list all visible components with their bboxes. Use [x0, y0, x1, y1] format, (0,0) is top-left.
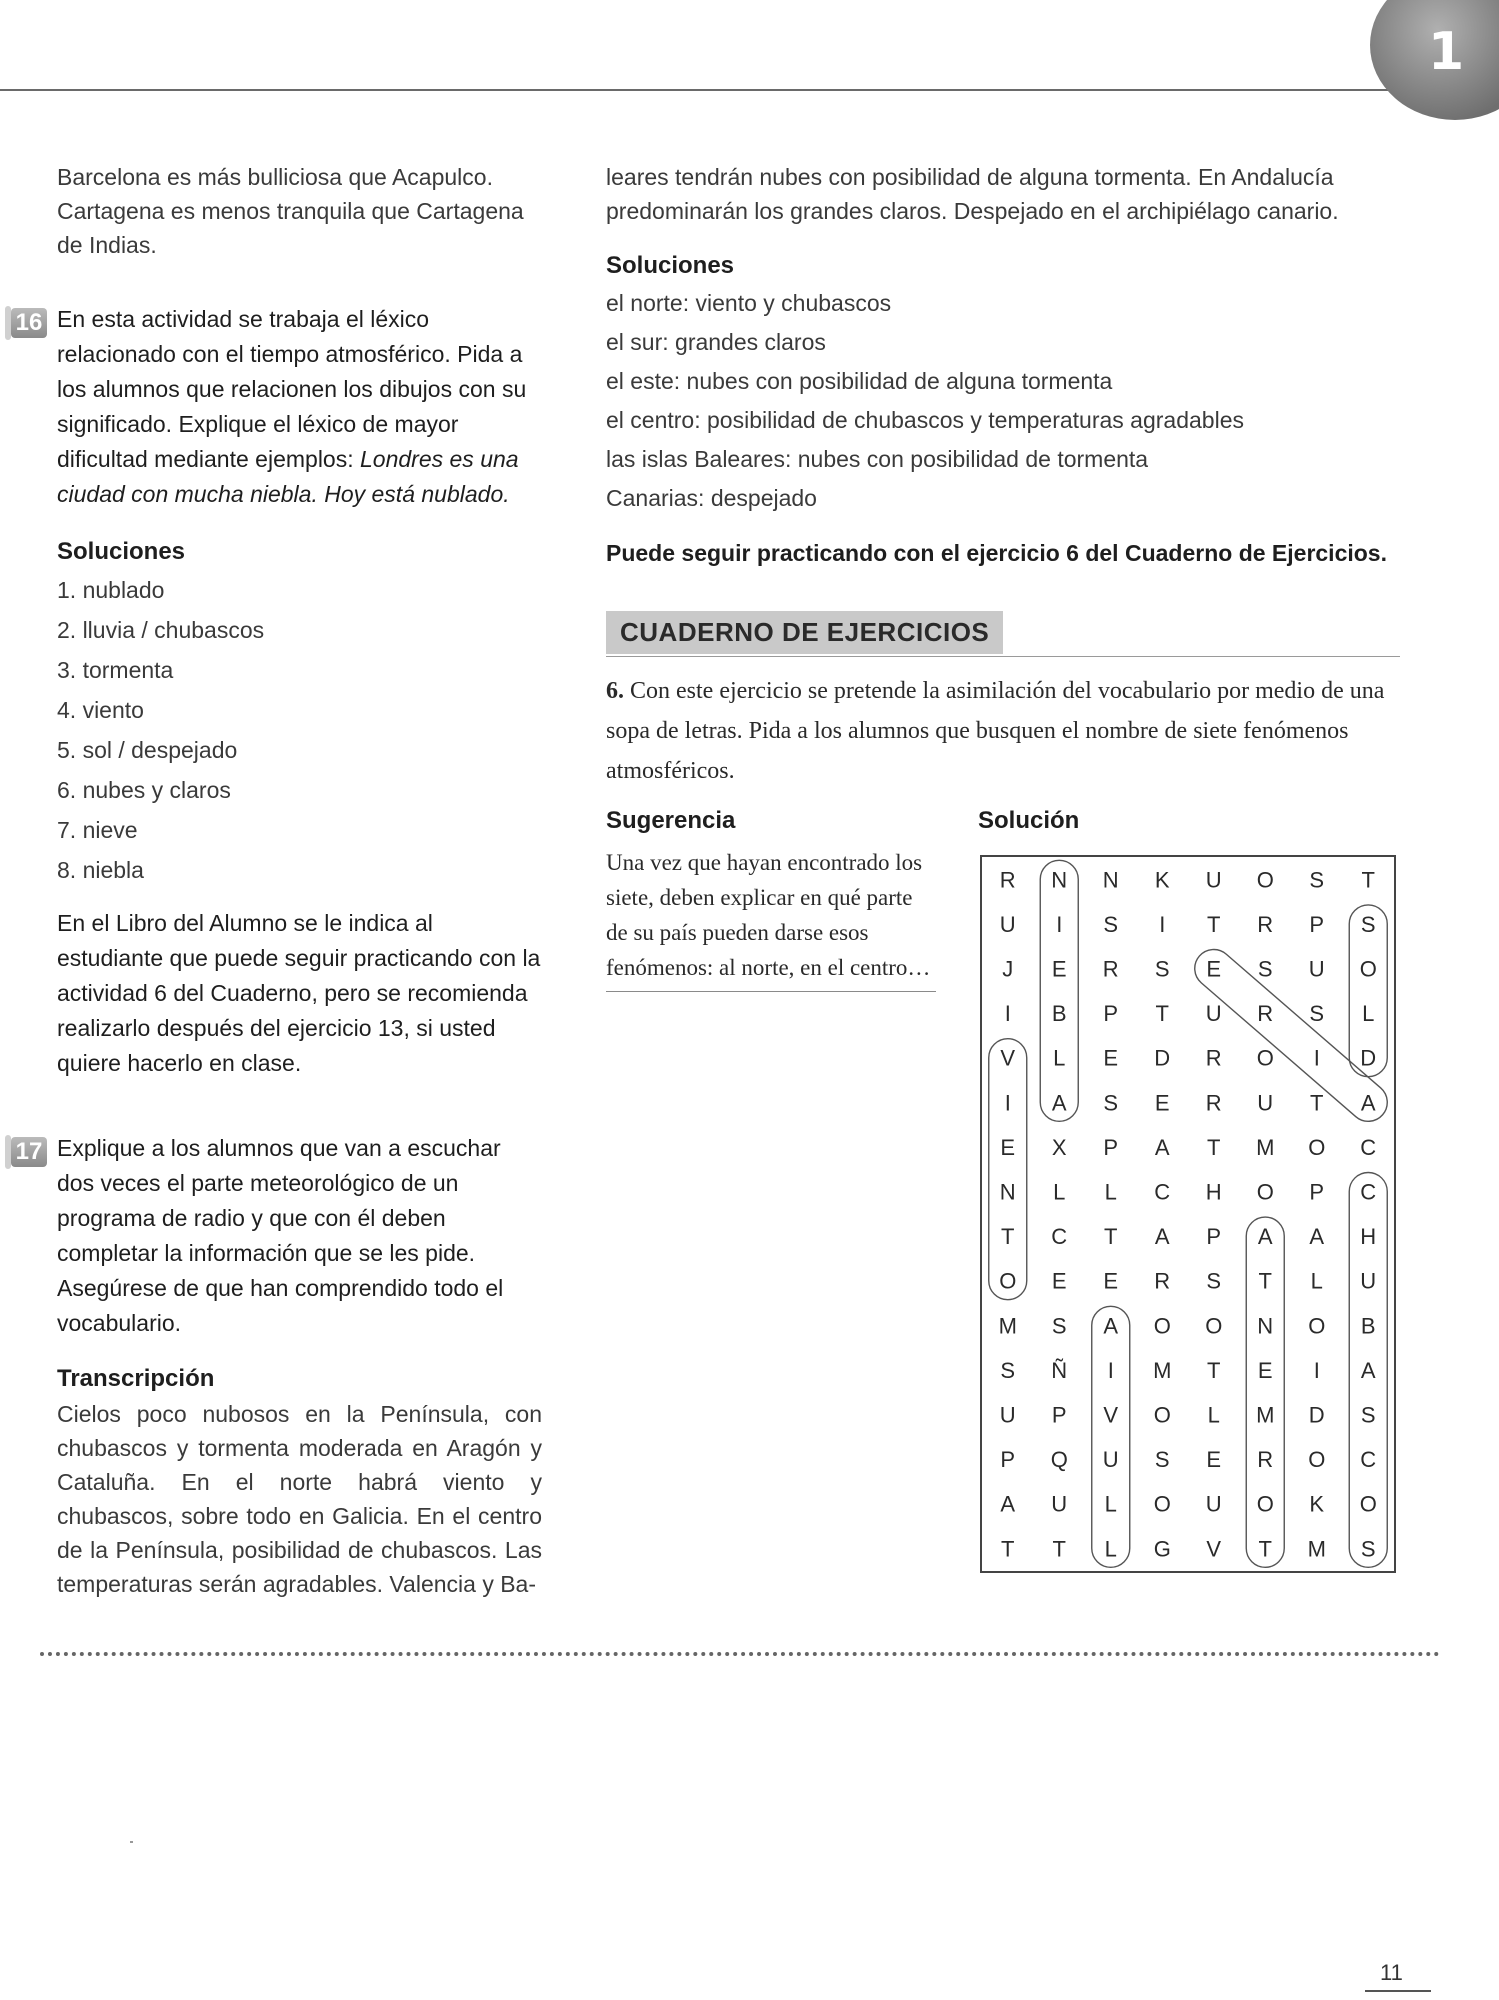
activity-17-badge: 17 — [11, 1137, 47, 1167]
grid-letter-r0-c6: S — [1309, 867, 1325, 893]
grid-letter-r7-c3: C — [1154, 1179, 1171, 1205]
found-word-loop-6 — [1092, 1306, 1130, 1567]
region-solution-2: el sur: grandes claros — [606, 329, 826, 355]
grid-letter-r1-c6: P — [1309, 911, 1325, 937]
region-solution-6: Canarias: despejado — [606, 485, 817, 511]
grid-letter-r11-c4: T — [1207, 1357, 1221, 1383]
grid-letter-r15-c3: G — [1153, 1536, 1171, 1562]
grid-letter-r9-c4: S — [1206, 1268, 1222, 1294]
grid-letter-r14-c4: U — [1205, 1491, 1222, 1517]
exercise-number: 6. — [606, 678, 624, 704]
grid-letter-r14-c6: K — [1309, 1491, 1325, 1517]
grid-letter-r15-c6: M — [1307, 1536, 1326, 1562]
grid-letter-r6-c7: C — [1360, 1134, 1377, 1160]
solution-heading: Solución — [978, 807, 1080, 834]
region-solution-5: las islas Baleares: nubes con posibilidad de tormenta — [606, 446, 1149, 472]
practice-note: Puede seguir practicando con el ejercicio 6 del Cuaderno de Ejercicios. — [606, 540, 1387, 566]
suggestion-text: Una vez que hayan encontrado los siete, deben explicar en qué parte de su país pueden darse esos fenómenos: al norte, en el centro… — [606, 845, 936, 992]
grid-letter-r10-c0: M — [998, 1313, 1017, 1339]
grid-letter-r13-c3: S — [1154, 1447, 1170, 1473]
grid-letter-r4-c4: R — [1205, 1045, 1222, 1071]
grid-letter-r2-c2: R — [1102, 956, 1119, 982]
grid-letter-r4-c2: E — [1103, 1045, 1119, 1071]
grid-letter-r2-c3: S — [1154, 956, 1170, 982]
solution-item-7: 7. nieve — [57, 817, 138, 843]
grid-letter-r12-c7: S — [1360, 1402, 1376, 1428]
grid-letter-r9-c5: T — [1258, 1268, 1272, 1294]
dotted-separator — [40, 1652, 1440, 1656]
activity-16-text — [57, 302, 542, 512]
grid-letter-r8-c7: H — [1360, 1224, 1377, 1250]
grid-letter-r11-c3: M — [1153, 1357, 1172, 1383]
found-word-loop-1 — [1040, 860, 1078, 1121]
grid-letter-r4-c6: I — [1313, 1045, 1320, 1071]
grid-letter-r5-c7: A — [1360, 1090, 1376, 1116]
grid-letter-r1-c0: U — [999, 911, 1016, 937]
solution-item-2: 2. lluvia / chubascos — [57, 617, 265, 643]
grid-letter-r9-c2: E — [1103, 1268, 1119, 1294]
grid-letter-r5-c0: I — [1004, 1090, 1011, 1116]
grid-letter-r8-c5: A — [1257, 1224, 1273, 1250]
grid-letter-r1-c2: S — [1103, 911, 1119, 937]
grid-letter-r14-c3: O — [1153, 1491, 1171, 1517]
grid-letter-r11-c2: I — [1107, 1357, 1114, 1383]
grid-letter-r5-c2: S — [1103, 1090, 1119, 1116]
grid-letter-r5-c3: E — [1154, 1090, 1170, 1116]
cuaderno-rule — [606, 656, 1400, 657]
solution-item-8: 8. niebla — [57, 857, 144, 883]
grid-letter-r15-c7: S — [1360, 1536, 1376, 1562]
grid-letter-r1-c4: T — [1207, 911, 1221, 937]
grid-letter-r5-c5: U — [1257, 1090, 1274, 1116]
grid-letter-r15-c1: T — [1052, 1536, 1066, 1562]
grid-letter-r10-c3: O — [1153, 1313, 1171, 1339]
region-solution-4: el centro: posibilidad de chubascos y temperaturas agradables — [606, 407, 1244, 433]
grid-letter-r12-c4: L — [1207, 1402, 1220, 1428]
grid-letter-r3-c1: B — [1051, 1001, 1067, 1027]
grid-letter-r6-c0: E — [1000, 1134, 1016, 1160]
grid-letter-r12-c5: M — [1256, 1402, 1275, 1428]
grid-letter-r6-c4: T — [1207, 1134, 1221, 1160]
activity-16-text-main: En esta actividad se trabaja el léxico relacionado con el tiempo atmosférico. Pida a los alumnos que relacionen los dibujos con su significado. Explique el léxico de mayor dificultad mediante ejemplos: — [57, 306, 527, 472]
transcription-heading: Transcripción — [57, 1365, 215, 1392]
grid-letter-r3-c4: U — [1205, 1001, 1222, 1027]
grid-letter-r1-c1: I — [1056, 911, 1063, 937]
activity-16-badge: 16 — [11, 308, 47, 338]
grid-letter-r4-c7: D — [1360, 1045, 1377, 1071]
grid-letter-r6-c5: M — [1256, 1134, 1275, 1160]
grid-letter-r9-c0: O — [999, 1268, 1017, 1294]
grid-letter-r15-c0: T — [1001, 1536, 1015, 1562]
grid-letter-r3-c2: P — [1103, 1001, 1119, 1027]
grid-letter-r3-c6: S — [1309, 1001, 1325, 1027]
grid-letter-r9-c1: E — [1051, 1268, 1067, 1294]
stray-mark — [130, 1841, 133, 1843]
grid-letter-r4-c5: O — [1256, 1045, 1274, 1071]
grid-letter-r7-c7: C — [1360, 1179, 1377, 1205]
grid-letter-r7-c6: P — [1309, 1179, 1325, 1205]
solution-item-6: 6. nubes y claros — [57, 777, 231, 803]
grid-letter-r1-c3: I — [1159, 911, 1166, 937]
grid-letter-r14-c5: O — [1256, 1491, 1274, 1517]
grid-letter-r9-c6: L — [1310, 1268, 1323, 1294]
word-search-svg — [982, 857, 1394, 1571]
grid-letter-r11-c5: E — [1257, 1357, 1273, 1383]
grid-letter-r0-c0: R — [999, 867, 1016, 893]
grid-letter-r0-c1: N — [1051, 867, 1068, 893]
activity-16-example: Londres es una ciudad con mucha niebla. Hoy está nublado. — [57, 446, 519, 507]
grid-letter-r0-c2: N — [1102, 867, 1119, 893]
grid-letter-r2-c7: O — [1359, 956, 1377, 982]
grid-letter-r13-c7: C — [1360, 1447, 1377, 1473]
grid-letter-r12-c3: O — [1153, 1402, 1171, 1428]
solution-item-5: 5. sol / despejado — [57, 737, 238, 763]
grid-letter-r7-c1: L — [1053, 1179, 1066, 1205]
grid-letter-r13-c5: R — [1257, 1447, 1274, 1473]
grid-letter-r6-c3: A — [1154, 1134, 1170, 1160]
grid-letter-r13-c2: U — [1102, 1447, 1119, 1473]
grid-letter-r14-c0: A — [1000, 1491, 1016, 1517]
grid-letter-r0-c7: T — [1361, 867, 1375, 893]
grid-letter-r8-c0: T — [1001, 1224, 1015, 1250]
activity-16 — [15, 302, 542, 512]
grid-letter-r7-c5: O — [1256, 1179, 1274, 1205]
grid-letter-r11-c0: S — [1000, 1357, 1016, 1383]
grid-letter-r8-c3: A — [1154, 1224, 1170, 1250]
right-column — [606, 160, 1406, 1562]
grid-letter-r7-c4: H — [1205, 1179, 1222, 1205]
grid-letter-r10-c4: O — [1205, 1313, 1223, 1339]
grid-letter-r5-c6: T — [1310, 1090, 1324, 1116]
grid-letter-r8-c4: P — [1206, 1224, 1222, 1250]
grid-letter-r8-c2: T — [1104, 1224, 1118, 1250]
grid-letter-r10-c2: A — [1103, 1313, 1119, 1339]
header-rule — [0, 89, 1420, 91]
activity-17-text: Explique a los alumnos que van a escuchar dos veces el parte meteorológico de un programa de radio y que con él deben completar la información que se les pide. Asegúrese de que han comprendido todo el vocabulario. — [57, 1135, 504, 1336]
cuaderno-section-header — [606, 611, 1406, 659]
grid-letter-r15-c2: L — [1104, 1536, 1117, 1562]
chapter-number: 1 — [1428, 22, 1465, 82]
suggestion-box — [606, 807, 936, 992]
grid-letter-r14-c2: L — [1104, 1491, 1117, 1517]
grid-letter-r0-c4: U — [1205, 867, 1222, 893]
grid-letter-r6-c6: O — [1308, 1134, 1326, 1160]
left-column — [15, 160, 542, 1601]
grid-letter-r12-c1: P — [1051, 1402, 1067, 1428]
intro-line-2: Cartagena es menos tranquila que Cartagena de Indias. — [57, 198, 524, 258]
grid-letter-r13-c0: P — [1000, 1447, 1016, 1473]
grid-letter-r6-c2: P — [1103, 1134, 1119, 1160]
region-solution-1: el norte: viento y chubascos — [606, 290, 892, 316]
grid-letter-r3-c7: L — [1362, 1001, 1375, 1027]
grid-letter-r4-c1: L — [1053, 1045, 1066, 1071]
grid-letter-r5-c1: A — [1051, 1090, 1067, 1116]
grid-letter-r1-c7: S — [1360, 911, 1376, 937]
intro-line-1: Barcelona es más bulliciosa que Acapulco. — [57, 164, 493, 190]
grid-letter-r15-c4: V — [1206, 1536, 1222, 1562]
grid-letter-r12-c0: U — [999, 1402, 1016, 1428]
grid-letter-r3-c0: I — [1004, 1001, 1011, 1027]
grid-letter-r11-c1: Ñ — [1051, 1357, 1068, 1383]
grid-letter-r10-c5: N — [1257, 1313, 1274, 1339]
grid-letter-r10-c1: S — [1051, 1313, 1067, 1339]
grid-letter-r2-c6: U — [1308, 956, 1325, 982]
solutions-heading-right: Soluciones — [606, 252, 735, 279]
grid-letter-r12-c6: D — [1308, 1402, 1325, 1428]
grid-letter-r13-c4: E — [1206, 1447, 1222, 1473]
grid-letter-r7-c0: N — [999, 1179, 1016, 1205]
grid-letter-r1-c5: R — [1257, 911, 1274, 937]
grid-letter-r15-c5: T — [1258, 1536, 1272, 1562]
exercise-description: Con este ejercicio se pretende la asimilación del vocabulario por medio de una sopa de letras. Pida a los alumnos que busquen el nombre de siete fenómenos atmosféricos. — [606, 678, 1385, 784]
solutions-heading-left: Soluciones — [57, 538, 186, 565]
page-number-rule — [1365, 1990, 1431, 1992]
found-word-loop-2 — [989, 1039, 1027, 1300]
activity-17 — [15, 1131, 542, 1341]
suggestion-solution-area — [606, 807, 1406, 1562]
grid-letter-r11-c6: I — [1313, 1357, 1320, 1383]
exercise-6-text — [606, 671, 1406, 791]
region-solution-3: el este: nubes con posibilidad de alguna tormenta — [606, 368, 1113, 394]
grid-letter-r11-c7: A — [1360, 1357, 1376, 1383]
grid-letter-r3-c5: R — [1257, 1001, 1274, 1027]
grid-letter-r9-c3: R — [1154, 1268, 1171, 1294]
page-number: 11 — [1380, 1960, 1403, 1985]
grid-letter-r8-c6: A — [1309, 1224, 1325, 1250]
solution-item-1: 1. nublado — [57, 577, 165, 603]
solution-item-3: 3. tormenta — [57, 657, 174, 683]
transcription-continued: leares tendrán nubes con posibilidad de alguna tormenta. En Andalucía predominarán los grandes claros. Despejado en el archipiélago canario. — [606, 164, 1339, 224]
grid-letter-r10-c6: O — [1308, 1313, 1326, 1339]
cuaderno-title: CUADERNO DE EJERCICIOS — [606, 611, 1003, 654]
solution-item-4: 4. viento — [57, 697, 144, 723]
grid-letter-r12-c2: V — [1103, 1402, 1119, 1428]
cuaderno-note: En el Libro del Alumno se le indica al estudiante que puede seguir practicando con la actividad 6 del Cuaderno, pero se recomienda realizarlo después del ejercicio 13, si usted quiere hacerlo en clase. — [57, 910, 541, 1076]
grid-letter-r14-c7: O — [1359, 1491, 1377, 1517]
grid-letter-r3-c3: T — [1155, 1001, 1169, 1027]
grid-letter-r2-c1: E — [1051, 956, 1067, 982]
grid-letter-r2-c4: E — [1206, 956, 1222, 982]
grid-letter-r0-c3: K — [1154, 867, 1170, 893]
grid-letter-r13-c1: Q — [1050, 1447, 1068, 1473]
grid-letter-r4-c3: D — [1154, 1045, 1171, 1071]
grid-letter-r7-c2: L — [1104, 1179, 1117, 1205]
grid-letter-r4-c0: V — [1000, 1045, 1016, 1071]
grid-letter-r5-c4: R — [1205, 1090, 1222, 1116]
grid-letter-r8-c1: C — [1051, 1224, 1068, 1250]
suggestion-heading: Sugerencia — [606, 807, 736, 834]
grid-letter-r6-c1: X — [1051, 1134, 1067, 1160]
word-search-grid — [980, 855, 1396, 1573]
grid-letter-r9-c7: U — [1360, 1268, 1377, 1294]
grid-letter-r2-c0: J — [1002, 956, 1014, 982]
grid-letter-r14-c1: U — [1051, 1491, 1068, 1517]
grid-letter-r2-c5: S — [1257, 956, 1273, 982]
grid-letter-r0-c5: O — [1256, 867, 1274, 893]
grid-letter-r10-c7: B — [1360, 1313, 1376, 1339]
transcription-text: Cielos poco nubosos en la Península, con chubascos y tormenta moderada en Aragón y Cataluña. En el norte habrá viento y chubascos, sobre todo en Galicia. En el centro de la Península, posibilidad de chubascos. Las temperaturas serán agradables. Valencia y Ba- — [57, 1401, 542, 1597]
grid-letter-r13-c6: O — [1308, 1447, 1326, 1473]
